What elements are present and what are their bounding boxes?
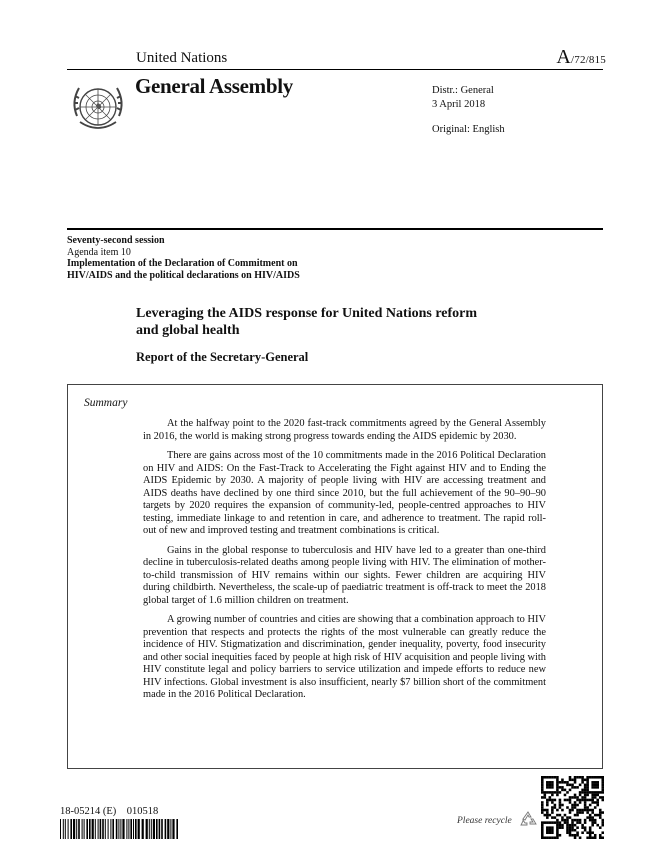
document-symbol [556,46,606,69]
summary-paragraph: A growing number of countries and cities are showing that a combination approach to HIV prevention that respects and protects the rights of the most vulnerable can greatly reduce the incidence of HIV. Stigmatization and discrimination, gender inequality, poverty, food insecurity and other social inequities faced by people at high risk of HIV acquisition and people living with HIV constitute legal and policy barriers to service utilization and impede efforts to reduce new HIV infections. Global investment is also insufficient, nearly $7 billion short of the commitment made in the 2016 Political Declaration. [143,614,546,700]
recycle-icon [518,809,538,829]
page-title: General Assembly [135,74,293,98]
un-emblem-icon [67,76,129,138]
document-title [136,305,556,339]
agenda-title-line-1: Implementation of the Declaration of Commitment on [67,258,298,270]
summary-label: Summary [84,397,128,409]
agenda-title-line-2: HIV/AIDS and the political declarations on HIV/AIDS [67,269,300,281]
session-block [67,235,300,281]
section-rule [67,228,603,230]
header-rule [67,69,603,70]
distribution-text: Distr.: General [432,85,494,96]
document-title-line-1: Leveraging the AIDS response for United Nations reform [136,306,478,321]
summary-paragraph: Gains in the global response to tuberculosis and HIV have led to a greater than one-third decline in tuberculosis-related deaths among people living with HIV. The elimination of mother-to-child transmission of HIV remains within our sights. Fewer children are acquiring HIV during childbirth. Nevertheless, the scale-up of paediatric treatment is off-track to meet the 2018 global target of 1.6 million children on treatment. [143,544,546,606]
symbol-suffix: /72/815 [570,54,606,66]
session-name: Seventy-second session [67,235,165,246]
qr-code-icon [541,776,604,839]
agenda-item: Agenda item 10 [67,246,131,258]
distribution-block [432,84,494,112]
summary-paragraph: At the halfway point to the 2020 fast-track commitments agreed by the General Assembly in 2016, the world is making strong progress towards ending the AIDS epidemic by 2030. [143,418,546,442]
summary-paragraph: There are gains across most of the 10 commitments made in the 2016 Political Declaration on HIV and AIDS: On the Fast-Track to Accelerating the Fight against HIV and to Ending the AIDS Epidemic by 2030. A majority of people living with HIV are accessing treatment and AIDS deaths have declined by one third since 2010, but the full achievement of the 90–90–90 targets by 2020 requires the expansion of community-led, people-centred approaches to HIV testing, immediate linkage to and retention in care, and adherence to treatment. The rapid roll-out of new and improved testing and treatment combinations is critical. [143,450,546,536]
document-number: 18-05214 (E) 010518 [60,806,159,817]
recycle-notice: Please recycle [457,816,512,826]
document-title-line-2: and global health [136,323,240,338]
symbol-prefix: A [556,46,571,68]
document-date: 3 April 2018 [432,99,486,110]
organization-name: United Nations [136,50,228,66]
summary-text [143,418,546,709]
original-language: Original: English [432,124,505,135]
barcode-icon [60,819,178,839]
report-subtitle: Report of the Secretary-General [136,350,309,364]
